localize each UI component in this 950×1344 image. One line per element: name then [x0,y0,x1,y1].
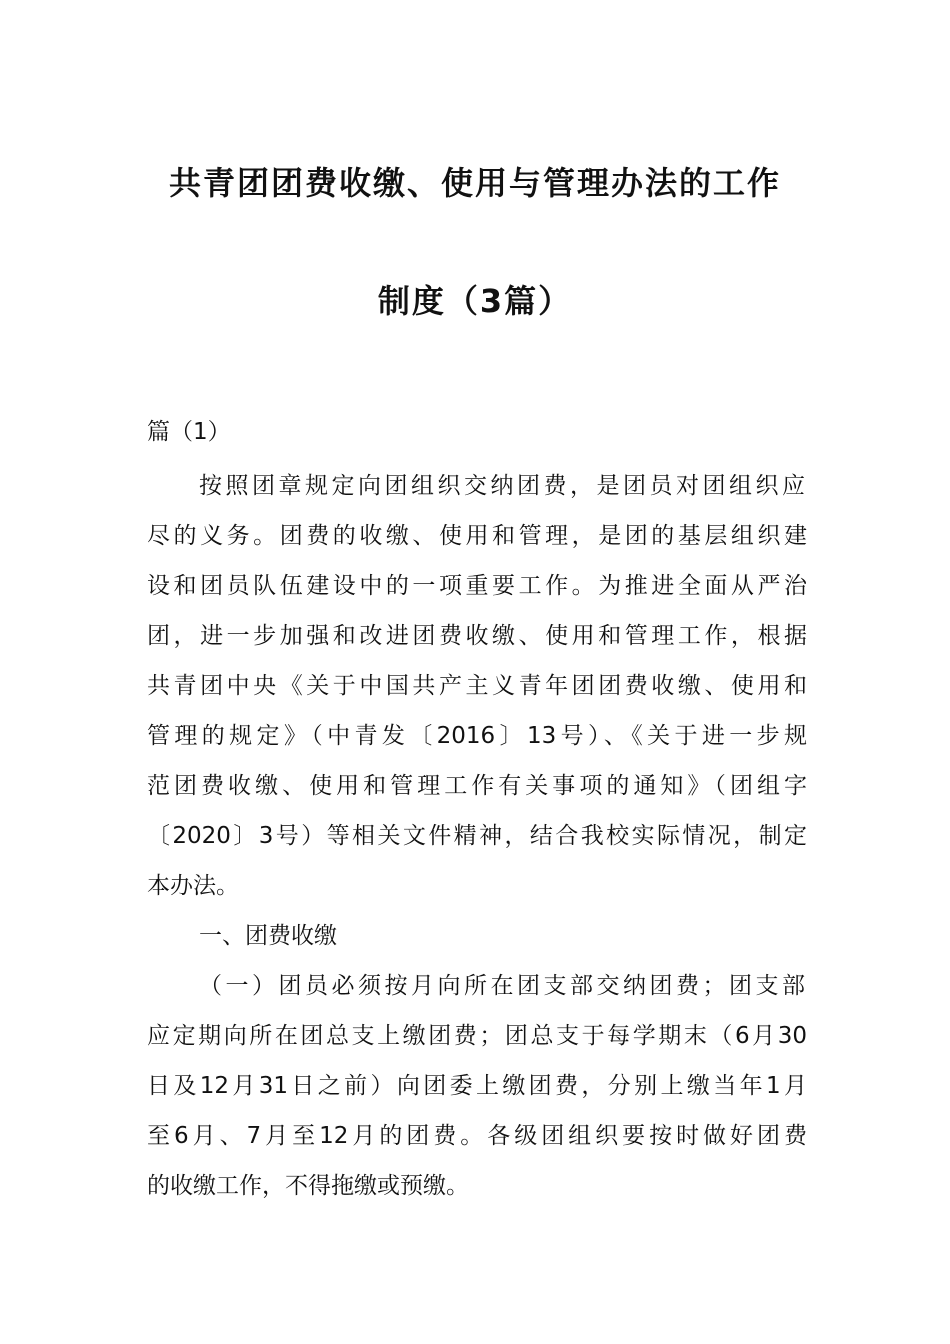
paragraph-1-line: 〔2020〕3号）等相关文件精神，结合我校实际情况，制定 [147,823,807,849]
section-heading: 一、团费收缴 [199,923,337,949]
paragraph-2-line: 至6月、7月至12月的团费。各级团组织要按时做好团费 [147,1123,807,1149]
document-title-line-2: 制度（3篇） [377,282,573,320]
paragraph-1-line: 团，进一步加强和改进团费收缴、使用和管理工作，根据 [147,623,807,649]
paragraph-1-line: 本办法。 [147,873,239,899]
paragraph-2-line: 的收缴工作，不得拖缴或预缴。 [147,1173,469,1199]
document-title-line-1: 共青团团费收缴、使用与管理办法的工作 [168,164,781,202]
paragraph-1-line: 按照团章规定向团组织交纳团费，是团员对团组织应 [199,473,805,499]
paragraph-2-line: 日及12月31日之前）向团委上缴团费，分别上缴当年1月 [147,1073,807,1099]
paragraph-1-line: 尽的义务。团费的收缴、使用和管理，是团的基层组织建 [147,523,807,549]
paragraph-1-line: 共青团中央《关于中国共产主义青年团团费收缴、使用和 [147,673,807,699]
section-label: 篇（1） [147,419,231,445]
paragraph-1-line: 管理的规定》（中青发〔2016〕13号）、《关于进一步规 [147,723,807,749]
paragraph-1-line: 设和团员队伍建设中的一项重要工作。为推进全面从严治 [147,573,807,599]
paragraph-2-line: 应定期向所在团总支上缴团费；团总支于每学期末（6月30 [147,1023,807,1049]
paragraph-1-line: 范团费收缴、使用和管理工作有关事项的通知》（团组字 [147,773,807,799]
paragraph-2-line: （一）团员必须按月向所在团支部交纳团费；团支部 [199,973,805,999]
